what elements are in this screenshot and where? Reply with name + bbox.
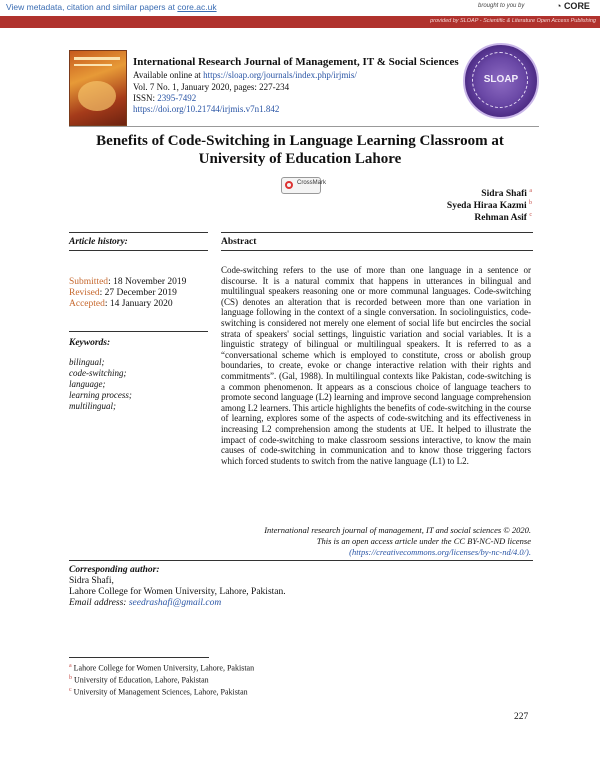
keywords-heading: Keywords: [69,338,111,348]
keyword-item: bilingual; [69,357,105,367]
available-prefix: Available online at [133,70,204,80]
page-number: 227 [514,712,529,722]
issn-link[interactable]: 2395-7492 [157,93,197,103]
footnote-c [69,687,248,697]
corresponding-affiliation: Lahore College for Women University, Lahore, Pakistan. [69,587,286,597]
author-3 [474,212,532,223]
issn-line [133,93,196,103]
accepted-key: Accepted [69,299,105,309]
footnote-text: University of Management Sciences, Lahore, Pakistan [73,687,248,697]
crossmark-button[interactable] [281,177,327,194]
sloap-seal-logo [463,43,539,119]
author-1 [481,188,532,199]
abstract-top-rule [221,232,533,233]
footnote-mark: a [69,663,72,669]
author-mark: b [529,200,532,206]
journal-title: International Research Journal of Management, IT & Social Sciences [133,56,459,68]
article-history-heading: Article history: [69,237,128,247]
license-line-1: International research journal of management, IT and social sciences © 2020. [264,525,531,535]
revised-value: : 27 December 2019 [99,288,177,298]
core-link[interactable]: core.ac.uk [177,2,217,12]
corresponding-name: Sidra Shafi, [69,576,114,586]
footnote-text: University of Education, Lahore, Pakistan [74,675,209,685]
author-name: Sidra Shafi [481,189,527,200]
keyword-item: learning process; [69,390,132,400]
footnote-text: Lahore College for Women University, Lahore, Pakistan [73,663,255,673]
journal-url-link[interactable]: https://sloap.org/journals/index.php/irjmis/ [203,70,357,80]
abstract-body: Code-switching refers to the use of more than one language in a sentence or discourse. It is a natural commix that happens in utterances in bilingual and multilingual speakers reasoning one or more communal languages. Code-switching (CS) denotes an alteration that is recorded between more than one variation in language following in the context of a single conversation. In sociolinguistics, code-switching is considered not merely one element of social life but encircles the social strata of speakers' social settings, linguistic variation and social variables. It is a linguistic strategy of bilingual or multilingual speakers. It is referred to as a “conversational scheme which is employed to constitute, cross or abolish group boundaries, to create, evoke or change interactive relation with their rights and commitments”. (Gal, 1988). In multilingual contexts like Pakistan, code-switching is a common phenomenon. It appears as a conscious choice of language teachers to promote second language (L2) learning and improve second language comprehension among L2 learners. This article highlights the benefits of code-switching in the course of learning, explores some of the aspects of code-switching and its effectiveness in increasing L2 comprehension among the students at UE. It helped to illustrate the impact of code-switching to make classroom sessions interactive, to know the main causes of code-switching in communication and to know those triggering factors which forced students to switch from the native language (L1) to L2. [221,265,531,466]
email-label: Email address: [69,598,129,608]
author-name: Rehman Asif [474,213,527,224]
title-line-2: University of Education Lahore [198,151,402,167]
keyword-item: multilingual; [69,401,116,411]
history-bottom-rule [69,250,208,251]
footnote-a [69,663,254,673]
doi-link[interactable]: https://doi.org/10.21744/irjmis.v7n1.842 [133,104,280,114]
view-metadata-text: View metadata, citation and similar papers at [6,2,178,12]
author-mark: c [529,212,532,218]
provided-by-text: provided by SLOAP - Scientific & Literature Open Access Publishing [430,18,596,24]
crossmark-icon [285,181,293,189]
abstract-heading: Abstract [221,237,257,247]
corresponding-email [69,598,221,608]
footnote-mark: c [69,687,72,693]
author-name: Syeda Hiraa Kazmi [446,201,527,212]
revised-key: Revised [69,288,100,298]
revised-date [69,288,177,298]
keywords-rule [69,331,208,332]
journal-cover-image [69,50,127,126]
corresponding-rule [69,560,533,561]
footnote-b [69,675,209,685]
accepted-value: : 14 January 2020 [104,299,173,309]
paper-title [80,132,520,168]
email-link[interactable]: seedrashafi@gmail.com [128,598,222,608]
seal-text: SLOAP [483,74,519,85]
license-line-2: This is an open access article under the CC BY-NC-ND license [316,536,531,546]
issn-prefix: ISSN: [133,93,158,103]
history-top-rule [69,232,208,233]
core-logo[interactable] [556,1,590,11]
abstract-bottom-rule [221,250,533,251]
footnote-rule [69,657,209,658]
keyword-item: code-switching; [69,368,127,378]
title-line-1: Benefits of Code-Switching in Language Learning Classroom at [96,133,504,149]
core-icon: ◔ [556,1,564,11]
author-mark: a [529,188,532,194]
submitted-key: Submitted [69,277,109,287]
license-link[interactable]: (https://creativecommons.org/licenses/by-nc-nd/4.0/). [349,547,531,557]
crossmark-label: CrossMark [297,180,327,186]
available-online [133,70,357,80]
submitted-value: : 18 November 2019 [108,277,187,287]
volume-info: Vol. 7 No. 1, January 2020, pages: 227-234 [133,82,290,92]
accepted-date [69,299,173,309]
submitted-date [69,277,186,287]
author-2 [447,200,532,211]
brought-by-text: brought to you by [478,3,525,9]
header-divider [69,126,539,127]
footnote-mark: b [69,675,72,681]
view-metadata-link[interactable] [6,2,217,12]
core-logo-label: CORE [563,1,590,11]
keyword-item: language; [69,379,106,389]
corresponding-author-heading: Corresponding author: [69,565,160,575]
